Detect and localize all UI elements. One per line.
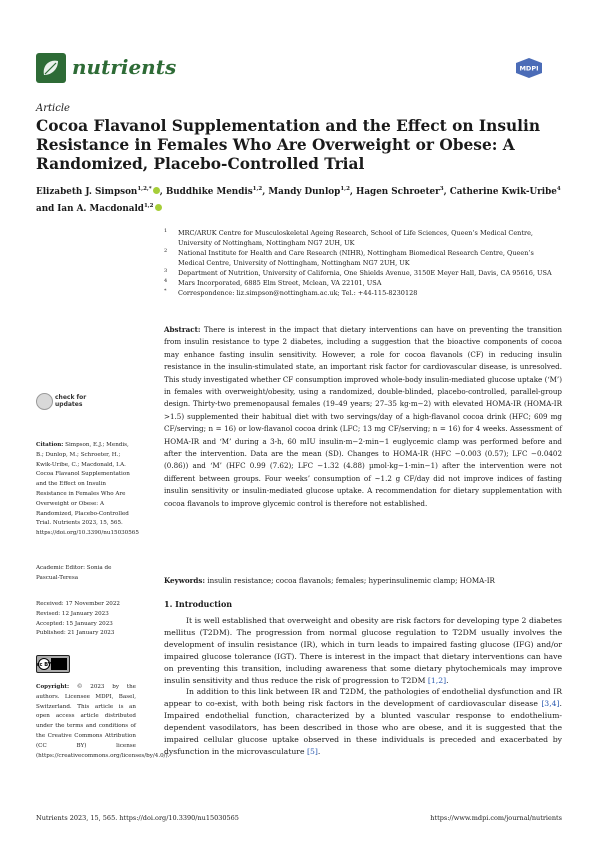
journal-url-link[interactable]: https://www.mdpi.com/journal/nutrients xyxy=(430,814,562,822)
journal-logo-icon xyxy=(36,53,66,83)
intro-paragraph: In addition to this link between IR and T2DM, the pathologies of endothelial dysfunction and IR appear to co-exist, with both being risk factors in the development of cardiovascular disease [3,4]. Impaired endothelial function, characterized by a blunted vascular response to endothelium-dependent vasodilators, has been described in those who are obese, and it is suggested that the impaired cellular glucose uptake observed in these individuals is preceded and exacerbated by dysfunction in the microvasculature [5]. xyxy=(164,687,562,756)
affiliation-list xyxy=(164,228,562,298)
citation-block: Citation: Simpson, E.J.; Mendis, B.; Dunlop, M.; Schroeter, H.; Kwik-Uribe, C.; Macdonald, I.A. Cocoa Flavanol Supplementation and the Effect on Insulin Resistance in Females Who Are Overweight or Obese: A Randomized, Placebo-Controlled Trial. Nutrients 2023, 15, 565. https://doi.org/10.3390/nu15030565 xyxy=(36,442,139,537)
journal-name: nutrients xyxy=(72,55,177,79)
footer-citation: Nutrients 2023, 15, 565. https://doi.org/10.3390/nu15030565 xyxy=(36,814,239,822)
svg-text:MDPI: MDPI xyxy=(519,64,539,73)
publication-dates: Received: 17 November 2022 Revised: 12 January 2023 Accepted: 15 January 2023 Published: 21 January 2023 xyxy=(36,601,120,637)
orcid-icon[interactable] xyxy=(155,204,162,211)
check-for-updates-button[interactable]: check for updates xyxy=(55,394,87,408)
cc-badge-label: cc BY xyxy=(37,662,52,668)
keywords: Keywords: insulin resistance; cocoa flavanols; females; hyperinsulinemic clamp; HOMA-IR xyxy=(164,576,495,585)
author[interactable]: Buddhike Mendis$^{1,2}$, xyxy=(165,186,269,197)
citation-link[interactable]: [1,2] xyxy=(427,675,447,685)
orcid-icon[interactable] xyxy=(153,187,160,194)
author[interactable]: Catherine Kwik-Uribe$^4$ xyxy=(449,186,561,197)
citation-link[interactable]: [3,4] xyxy=(541,698,560,708)
copyright-notice: Copyright: © 2023 by the authors. Licensee MDPI, Basel, Switzerland. This article is an open access article distributed under the terms and conditions of the Creative Commons Attribution (CC BY) license (https://creativecommons.org/licenses/by/4.0/). xyxy=(36,684,170,759)
citation-link[interactable]: [5] xyxy=(306,746,318,756)
affiliation-item: 3 Department of Nutrition, University of California, One Shields Avenue, 3150E Meyer Hall, Davis, CA 95616, USA xyxy=(164,268,552,277)
academic-editor: Academic Editor: Sonia de Pascual-Teresa xyxy=(36,565,112,581)
author[interactable]: Hagen Schroeter$^3$, xyxy=(356,186,450,197)
paper-title: Cocoa Flavanol Supplementation and the Effect on Insulin Resistance in Females Who Are Overweight or Obese: A Randomized, Placebo-Controlled Trial xyxy=(36,117,541,173)
section-heading: 1. Introduction xyxy=(164,599,233,609)
article-type: Article xyxy=(36,103,70,114)
intro-paragraph: It is well established that overweight and obesity are risk factors for developing type 2 diabetes mellitus (T2DM). The progression from normal glucose regulation to T2DM usually involves the development of insulin resistance (IR), which in turn leads to impaired fasting glucose (IFG) and/or impaired glucose tolerance (IGT). There is interest in the impact that dietary interventions can have on preventing this transition, including awareness that some dietary phytochemicals may improve insulin sensitivity and thus reduce the risk of progression to T2DM [1,2]. xyxy=(164,616,562,685)
abstract: Abstract: There is interest in the impact that dietary interventions can have on preventing the transition from insulin resistance to type 2 diabetes, including a suggestion that the bioactive components of cocoa may enhance fasting insulin sensitivity. However, a role for cocoa flavanols (CF) in reducing insulin resistance in the insulin-stimulated state, an important risk factor for cardiovascular disease, is unresolved. This study investigated whether CF consumption improved whole-body insulin-mediated glucose uptake (‘M’) in females with overweight/obesity, using a randomized, double-blinded, placebo-controlled, parallel-group design. Thirty-two premenopausal females (19–49 years; 27–35 kg·m−2) with elevated HOMA-IR (HOMA-IR >1.5) supplemented their habitual diet with two servings/day of a high-flavanol cocoa drink (HFC; 609 mg CF/serving; n = 16) or low-flavanol cocoa drink (LFC; 13 mg CF/serving; n = 16) for 4 weeks. Assessment of HOMA-IR and ‘M’ during a 3-h, 60 mIU insulin·m−2·min−1 euglycemic clamp was performed before and after the intervention. Data are the mean (SD). Changes to HOMA-IR (HFC −0.003 (0.57); LFC −0.0402 (0.86)) and ‘M’ (HFC 0.99 (7.62); LFC −1.32 (4.88) µmol·kg−1·min−1) after the intervention were not different between groups. Four weeks’ consumption of ~1.2 g CF/day did not improve indices of fasting insulin sensitivity or insulin-mediated glucose uptake. A recommendation for dietary supplementation with cocoa flavanols to improve glycemic control is therefore not established. xyxy=(164,325,562,508)
mdpi-logo-icon xyxy=(516,58,542,78)
author[interactable]: Elizabeth J. Simpson$^{1,2,*}$ , xyxy=(36,186,166,197)
correspondence: * Correspondence: liz.simpson@nottingham.ac.uk; Tel.: +44-115-8230128 xyxy=(164,288,418,297)
affiliation-item: 4 Mars Incorporated, 6885 Elm Street, Mclean, VA 22101, USA xyxy=(164,278,382,287)
author[interactable]: Mandy Dunlop$^{1,2}$, xyxy=(268,186,357,197)
author[interactable]: and Ian A. Macdonald$^{1,2}$ xyxy=(36,204,162,214)
cc-license-badge[interactable] xyxy=(36,655,70,673)
affiliation-item: 1 MRC/ARUK Centre for Musculoskeletal Ageing Research, School of Life Sciences, Queen’s Medical Centre, University of Nottingham, Nottingham NG7 2UH, UK xyxy=(164,228,533,247)
author-list xyxy=(36,182,561,216)
check-for-updates-icon[interactable] xyxy=(36,393,53,410)
affiliation-item: 2 National Institute for Health and Care Research (NIHR), Nottingham Biomedical Research Centre, Queen’s Medical Centre, University of Nottingham, Nottingham NG7 2UH, UK xyxy=(164,248,534,267)
